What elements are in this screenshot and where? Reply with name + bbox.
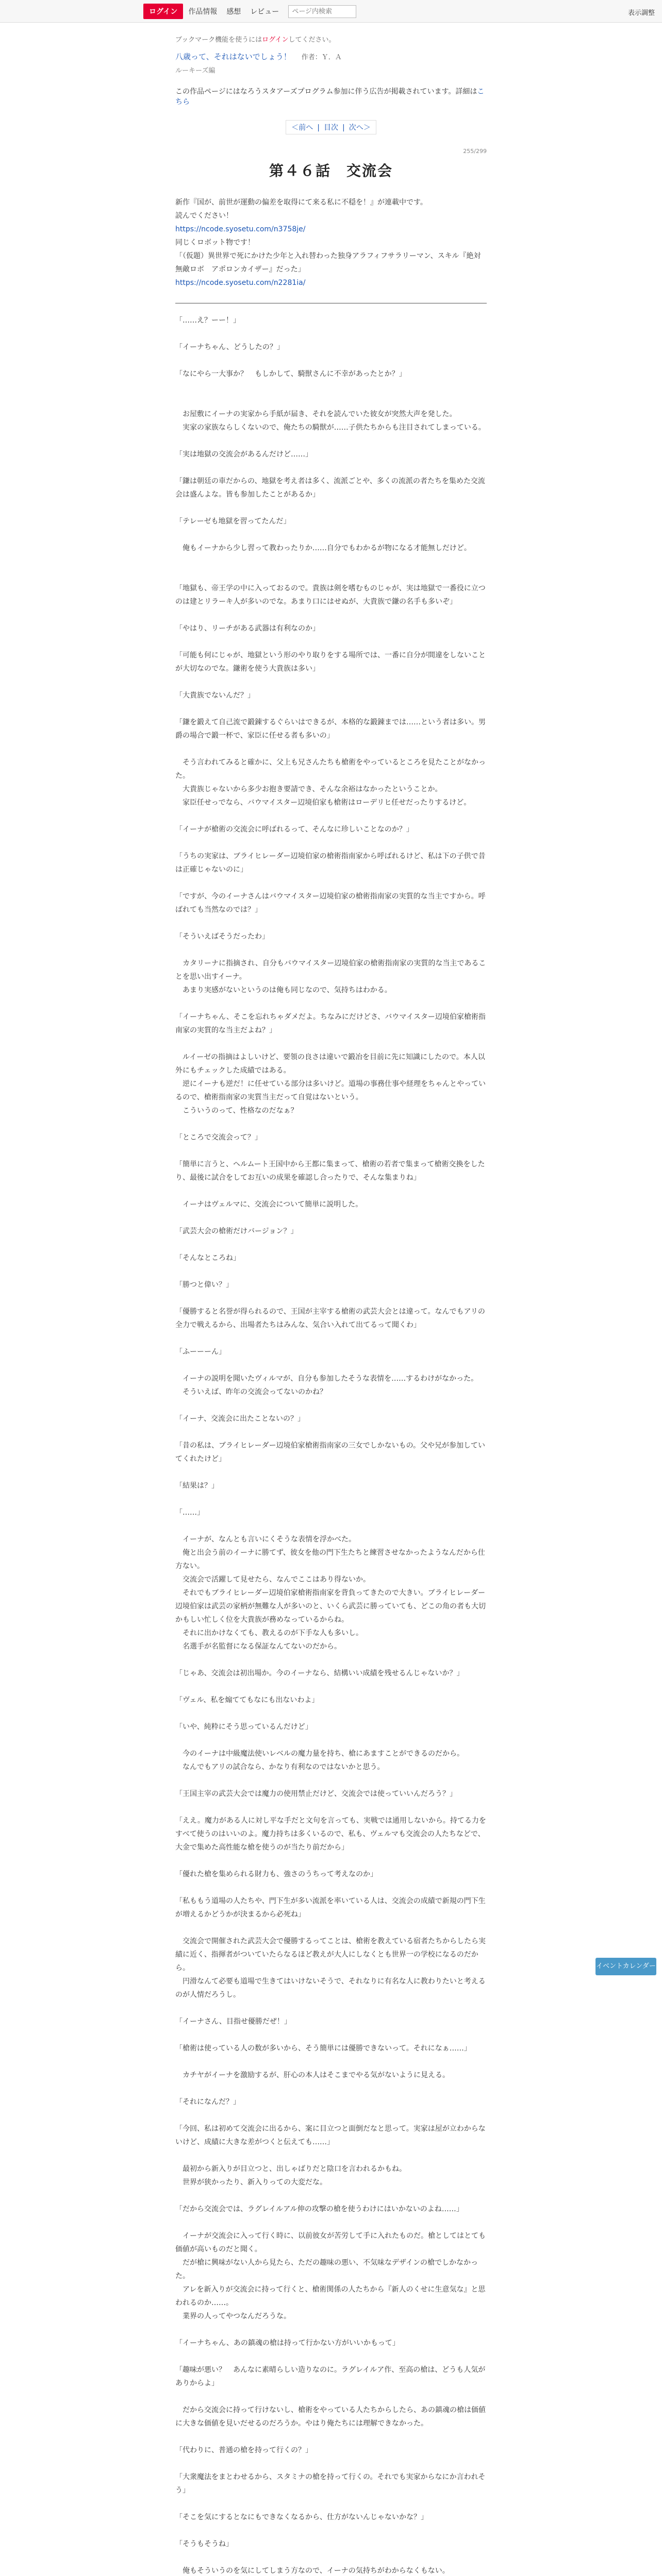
body-line: [175, 1399, 487, 1412]
body-line: [175, 381, 487, 394]
body-line: 「そこを気にするとなにもできなくなるから、仕方がないんじゃないかな？」: [175, 2513, 428, 2521]
body-line: [175, 1184, 487, 1198]
body-line: 「昔の私は、ブライヒレーダー辺境伯家槍術指南家の三女でしかないもの。父や兄が参加していてくれたけど」: [175, 1442, 486, 1463]
body-line: 「うちの実家は、ブライヒレーダー辺境伯家の槍術指南家から呼ばれるけど、私は下の子供で昔は正確じゃないのに」: [175, 852, 486, 874]
body-line: カタリーナに指摘され、自分もバウマイスター辺境伯家の槍術指南家の実質的な当主であることを思い出すイーナ。: [175, 959, 486, 981]
preface-line: 「（仮題）異世界で死にかけた少年と入れ替わった独身アラフィフサラリーマン、スキル『絶対無敵ロボ アポロンカイザー』だった」: [175, 252, 481, 274]
nav-link-review[interactable]: レビュー: [250, 8, 279, 16]
body-line: [175, 2216, 487, 2229]
body-line: [175, 1332, 487, 1345]
body-line: [175, 1707, 487, 1720]
body-line: イーナの説明を聞いたヴィルマが、自分も参加したそうな表情を……するわけがなかった。: [175, 1375, 478, 1383]
body-line: 「イーナちゃん、どうしたの？」: [175, 343, 284, 351]
body-line: 「王国主宰の武芸大会では魔力の使用禁止だけど、交流会では使っていいんだろう？」: [175, 1790, 457, 1798]
body-line: [175, 1734, 487, 1747]
body-line: [175, 2323, 487, 2336]
preface-line: 同じくロボット物です！: [175, 239, 255, 247]
notice-login-link[interactable]: ログイン: [262, 36, 289, 44]
body-line: [175, 917, 487, 930]
body-line: [175, 742, 487, 756]
pager-top: [175, 120, 487, 134]
body-line: [175, 1466, 487, 1479]
body-line: そういえば、昨年の交流会ってないのかね？: [175, 1388, 327, 1396]
body-line: [175, 1854, 487, 1868]
body-line: [175, 997, 487, 1010]
body-line: 「優れた槍を集められる財力も、強さのうちって考えなのか」: [175, 1870, 377, 1878]
episode-number: 255/299: [463, 148, 487, 155]
body-line: [175, 1426, 487, 1439]
nav-link-info[interactable]: 作品情報: [188, 8, 218, 16]
body-line: [175, 1144, 487, 1158]
body-line: カチヤがイーナを激励するが、肝心の本人はそこまでやる気がないように見える。: [175, 2071, 450, 2079]
chapter-body: [175, 314, 487, 2576]
body-line: イーナが交流会に入って行く時に、以前彼女が苦労して手に入れたものだ。槍としてはとても価値が高いものだと聞く。: [175, 2232, 486, 2253]
body-line: 「結果は？」: [175, 1482, 219, 1490]
body-line: [175, 1774, 487, 1787]
body-line: 「イーナが槍術の交流会に呼ばれるって、そんなに珍しいことなのか？」: [175, 825, 413, 834]
body-line: 「今回、私は初めて交流会に出るから、案に目立つと面倒だなと思って。実家は屋が立わからないけど、成績に大きな差がつくと伝えても……」: [175, 2125, 486, 2146]
bookmark-notice: ブックマーク機能を使うにはログインしてください。: [175, 36, 336, 44]
body-line: 「ところで交流会って？」: [175, 1133, 262, 1142]
body-line: [175, 2390, 487, 2403]
body-line: [175, 1519, 487, 1533]
novel-header: [175, 51, 487, 62]
body-line: [175, 568, 487, 582]
body-line: 「ですが、今のイーナさんはバウマイスター辺境伯家の槍術指南家の実質的な当主ですから。呼ばれても当然なのでは？」: [175, 892, 486, 914]
body-line: [175, 2551, 487, 2564]
body-line: 家臣任せっでなら、バウマイスター辺境伯家も槍術はローデリヒ任せだったりするけど。: [175, 799, 471, 807]
page-search-input[interactable]: [288, 5, 356, 18]
body-line: [175, 1117, 487, 1131]
body-line: [175, 2082, 487, 2095]
body-line: [175, 461, 487, 474]
body-line: [175, 2149, 487, 2162]
body-line: こういうのって、性格なのだなぁ？: [175, 1107, 298, 1115]
body-line: 「それになんだ？」: [175, 2098, 240, 2106]
body-line: 業界の人ってやつなんだろうな。: [175, 2312, 291, 2320]
body-line: [175, 1238, 487, 1251]
body-line: 「じゃあ、交流会は初出場か。今のイーナなら、結構いい成績を残せるんじゃないか？」: [175, 1669, 464, 1677]
preface-line: 読んでください！: [175, 212, 233, 220]
pager-toc-link[interactable]: 目次: [324, 124, 338, 132]
preface-line: 新作『国が、前世が運動の偏差を取得にて来る私に不穏を！』が連載中です。: [175, 198, 427, 207]
body-line: [175, 434, 487, 448]
body-line: [175, 1037, 487, 1050]
body-line: 「なにやら一大事か？ もしかして、騎獣さんに不幸があったとか？」: [175, 370, 406, 378]
body-line: 「武芸大会の槍術だけバージョン？」: [175, 1227, 298, 1235]
body-line: 「イーナさん、目指せ優勝だぜ！」: [175, 2018, 291, 2026]
nav-link-impressions[interactable]: 感想: [226, 8, 241, 16]
body-line: 大貴族じゃないから多少お抱き要請でき、そんな余裕はなかったということか。: [175, 785, 442, 793]
body-line: あまり実感がないというのは俺も同じなので、気持ちはわかる。: [175, 986, 392, 994]
body-line: [175, 608, 487, 622]
body-line: [175, 1292, 487, 1305]
body-line: 「イーナちゃん、あの鎮魂の槍は持って行かない方がいいかもって」: [175, 2339, 400, 2347]
body-line: 円滑なんて必要も道場で生きてはいけないそうで、それなりに有名な人に教わりたいと考えるのが人情だろうし。: [175, 1977, 486, 1999]
body-line: 「だから交流会では、ラグレイルアル伸の攻撃の槍を使うわけにはいかないのよね……」: [175, 2205, 464, 2213]
body-line: それでもブライヒレーダー辺境伯家槍術指南家を背負ってきたので大きい。ブライヒレーダー辺境伯家は武芸の家柄が無難な人が多いのと、いくら武芸に勝っていても、どこの角の者も大切かもしい忙しく位を大貴族が務めなっているからね。: [175, 1589, 486, 1624]
body-line: [175, 836, 487, 850]
body-line: [175, 2350, 487, 2363]
ad-notice: この作品ページにはなろうスタアーズプログラム参加に伴う広告が掲載されています。詳細はこちら: [175, 88, 485, 106]
chapter-title: 第４６話 交流会: [269, 162, 393, 179]
body-line: 俺もそういうのを気にしてしまう方なので、イーナの気持ちがわからなくもない。: [175, 2567, 450, 2575]
body-line: 交流会で活躍して見せたら、なんでここはあり得ないか。: [175, 1575, 370, 1584]
body-line: [175, 2002, 487, 2015]
body-line: だから交流会に持って行けないし、槍術をやっている人たちからしたら、あの鎮魂の槍は価値に大きな価値を見いだせるのだろうか。やはり俺たちには理解できなかった。: [175, 2406, 486, 2428]
body-line: [175, 2109, 487, 2122]
body-line: 「そんなところね」: [175, 1254, 240, 1262]
ad-notice-link[interactable]: こちら: [175, 88, 485, 106]
body-line: 「私ももう道場の人たちや、門下生が多い流派を率いている人は、交流会の成績で新規の門下生が増えるかどうかが決まるから必死ね」: [175, 1897, 486, 1919]
body-line: [175, 2497, 487, 2511]
body-line: 名選手が名監督になる保証なんてないのだから。: [175, 1642, 341, 1651]
body-line: 「ええ。魔力がある人に対し平な手だと文句を言っても、実戦では通用しないから。持てる力をすべて使うのはいいのよ。魔力持ちは多くいるので、私も、ヴェルマも交流会の人たちなどで、大金で集めた高性能な槍を使うのが当たり前だから」: [175, 1817, 486, 1852]
pager-prev-link[interactable]: ＜前へ: [291, 124, 313, 132]
body-line: 「……」: [175, 1509, 204, 1517]
body-line: お屋敷にイーナの実家から手紙が届き、それを読んでいた彼女が突然大声を発した。: [175, 410, 457, 418]
body-line: [175, 1359, 487, 1372]
preface: [175, 196, 487, 290]
body-line: [175, 1653, 487, 1667]
top-nav-bar: [0, 0, 662, 23]
body-line: イーナはヴェルマに、交流会について簡単に説明した。: [175, 1200, 363, 1209]
preface-line[interactable]: https://ncode.syosetu.com/n3758je/: [175, 225, 306, 233]
login-button[interactable]: ログイン: [143, 4, 183, 19]
body-line: 「ふーーーん」: [175, 1348, 226, 1356]
body-line: 「テレーゼも地獄を習ってたんだ」: [175, 517, 291, 526]
body-line: [175, 1680, 487, 1693]
body-line: [175, 2524, 487, 2537]
body-line: ルイーゼの指摘はよしいけど、要領の良さは違いで鍛冶を目前に先に知識にしたので。本人以外にもチェックした成績ではある。: [175, 1053, 485, 1075]
body-line: [175, 501, 487, 515]
body-line: [175, 1881, 487, 1894]
body-line: 今のイーナは中級魔法使いレベルの魔力量を持ち、槍にあますことができるのだから。: [175, 1750, 464, 1758]
body-line: 「優勝すると名誉が得られるので、王国が主宰する槍術の武芸大会とは違って。なんでもアリの全力で戦えるから、出場者たちはみんな、気合い入れて出てるって聞くわ」: [175, 1308, 485, 1329]
body-line: なんでもアリの試合なら、かなり有利なのではないかと思う。: [175, 1763, 385, 1771]
body-line: 俺と出会う前のイーナに勝てず、彼女を他の門下生たちと練習させなかったようなんだから仕方ない。: [175, 1549, 485, 1570]
body-line: [175, 635, 487, 649]
novel-title-link[interactable]: 八歳って、それはないでしょう！: [175, 52, 291, 61]
novel-author: 作者：Ｙ．Ａ: [301, 54, 342, 61]
body-line: 「そういえばそうだったわ」: [175, 933, 269, 941]
body-line: [175, 394, 487, 408]
body-line: 「ヴェル、私を煽ててもなにも出ないわよ」: [175, 1696, 319, 1704]
body-line: 「趣味が悪い？ あんなに素晴らしい造りなのに。ラグレイルア作、至高の槍は、どうも人気がありからよ」: [175, 2366, 486, 2387]
body-line: [175, 702, 487, 716]
body-line: [175, 354, 487, 367]
body-line: [175, 675, 487, 689]
body-line: 「そうもそうね」: [175, 2540, 233, 2548]
body-line: 「いや、純粋にそう思っているんだけど」: [175, 1723, 312, 1731]
body-line: [175, 876, 487, 890]
body-line: 「大衆魔法をまとわせるから、スタミナの槍を持って行くの。それでも実家からなにか言われそう」: [175, 2473, 486, 2495]
body-line: 「地獄も、帝王学の中に入っておるので。貴族は剣を嗜むものじゃが、実は地獄で一番役に立つのは建とリラーキ人が多いのでな。あまり口にはせぬが、大貴族で鎌の名手も多いぞ」: [175, 584, 486, 606]
body-line: アレを新入りが交流会に持って行くと、槍術関係の人たちから『新人のくせに生意気な』と思われるのか……。: [175, 2285, 486, 2307]
body-line: そう言われてみると確かに、父上も兄さんたちも槍術をやっているところを見たことがなかった。: [175, 758, 486, 780]
body-line: [175, 1211, 487, 1225]
body-line: イーナが、なんとも言いにくそうな表情を浮かべた。: [175, 1535, 356, 1544]
body-line: [175, 943, 487, 957]
body-line: [175, 809, 487, 823]
body-line: 「槍術は使っている人の数が多いから、そう簡単には優勝できないって。それになぁ……」: [175, 2044, 471, 2053]
body-line: [175, 2189, 487, 2202]
body-line: [175, 1921, 487, 1935]
body-line: 交流会で開催された武芸大会で優勝するってことは、槍術を教えている宿者たちからしたら実績に近く、指揮者がついていたらなるほど教えが大人にしなくとも世界一の学校になるのだから。: [175, 1937, 486, 1972]
event-calendar-button[interactable]: イベントカレンダー: [595, 1958, 656, 1975]
body-line: 「大貴族でないんだ？」: [175, 691, 255, 700]
body-line: 「可能も何にじゃが、地獄という形のやり取りをする場所では、一番に自分が間違をしないことが大切なのでな。鎌術を使う大貴族は多い」: [175, 651, 486, 673]
body-line: [175, 327, 487, 341]
body-line: 世界が狭かったり、新入りっての大変だな。: [175, 2178, 327, 2187]
body-line: 「イーナ、交流会に出たことないの？」: [175, 1415, 305, 1423]
body-line: [175, 2430, 487, 2444]
body-line: 「代わりに、普通の槍を持って行くの？」: [175, 2446, 312, 2454]
body-line: 「勝つと偉い？」: [175, 1281, 233, 1289]
body-line: [175, 555, 487, 568]
top-nav: [143, 4, 356, 19]
preface-line[interactable]: https://ncode.syosetu.com/n2281ia/: [175, 279, 306, 287]
body-line: 逆にイーナも逆だ！に任せている部分は多いけど。道場の事務仕事や経理をちゃんとやっているので、槍術指南家の実質当主だって自覚はないという。: [175, 1080, 486, 1101]
body-line: [175, 2055, 487, 2069]
body-line: 実家の家族ならしくないので、俺たちの騎獣が……子供たちからも注目されてしまっている。: [175, 423, 486, 432]
body-line: [175, 528, 487, 541]
body-line: 最初から新入りが目立つと、出しゃばりだと陰口を言われるかもね。: [175, 2165, 406, 2173]
body-line: だが槍に興味がない人から見たら、ただの趣味の悪い、不気味なデザインの槍でしかなかった。: [175, 2259, 478, 2280]
body-line: [175, 1801, 487, 1814]
body-line: [175, 2457, 487, 2470]
pager-box: ＜前へ | 目次 | 次へ＞: [286, 120, 376, 134]
novel-label: ルーキーズ編: [175, 67, 216, 75]
body-line: 「やはり、リーチがある武器は有利なのか」: [175, 624, 320, 633]
display-settings-link[interactable]: 表示調整: [627, 9, 655, 17]
body-line: 「簡単に言うと、ヘルムート王国中から王都に集まって、槍術の若者で集まって槍術交換をしたり、最後に試合をしてお互いの成果を確認し合ったりで、そんな集まりね」: [175, 1160, 485, 1182]
body-line: 「鎌を鍛えて自己流で鍛錬するぐらいはできるが、本格的な鍛錬までは……という者は多い。男爵の場合で鍛一杯で、家臣に任せる者も多いの」: [175, 718, 486, 740]
body-line: 俺もイーナから少し習って教わったりか……自分でもわかるが物になる才能無しだけど。: [175, 544, 471, 552]
body-line: 「実は地獄の交流会があるんだけど……」: [175, 450, 312, 459]
body-line: [175, 2028, 487, 2042]
body-line: [175, 1493, 487, 1506]
main-content: [175, 23, 487, 2576]
body-line: それに出かけなくても、教えるのが下手な人も多いし。: [175, 1629, 363, 1637]
body-line: 「イーナちゃん、そこを忘れちゃダメだよ。ちなみにだけどさ、バウマイスター辺境伯家槍術指南家の実質的な当主だよね？」: [175, 1013, 486, 1035]
body-line: 「鎌は朝廷の車だからの、地獄を考え者は多く、流派ごとや、多くの流派の者たちを集めた交流会は盛んよな。皆も参加したことがあるか」: [175, 477, 485, 499]
body-line: 「……え？ーー！」: [175, 316, 240, 325]
pager-next-link[interactable]: 次へ＞: [349, 124, 371, 132]
body-line: [175, 1265, 487, 1278]
